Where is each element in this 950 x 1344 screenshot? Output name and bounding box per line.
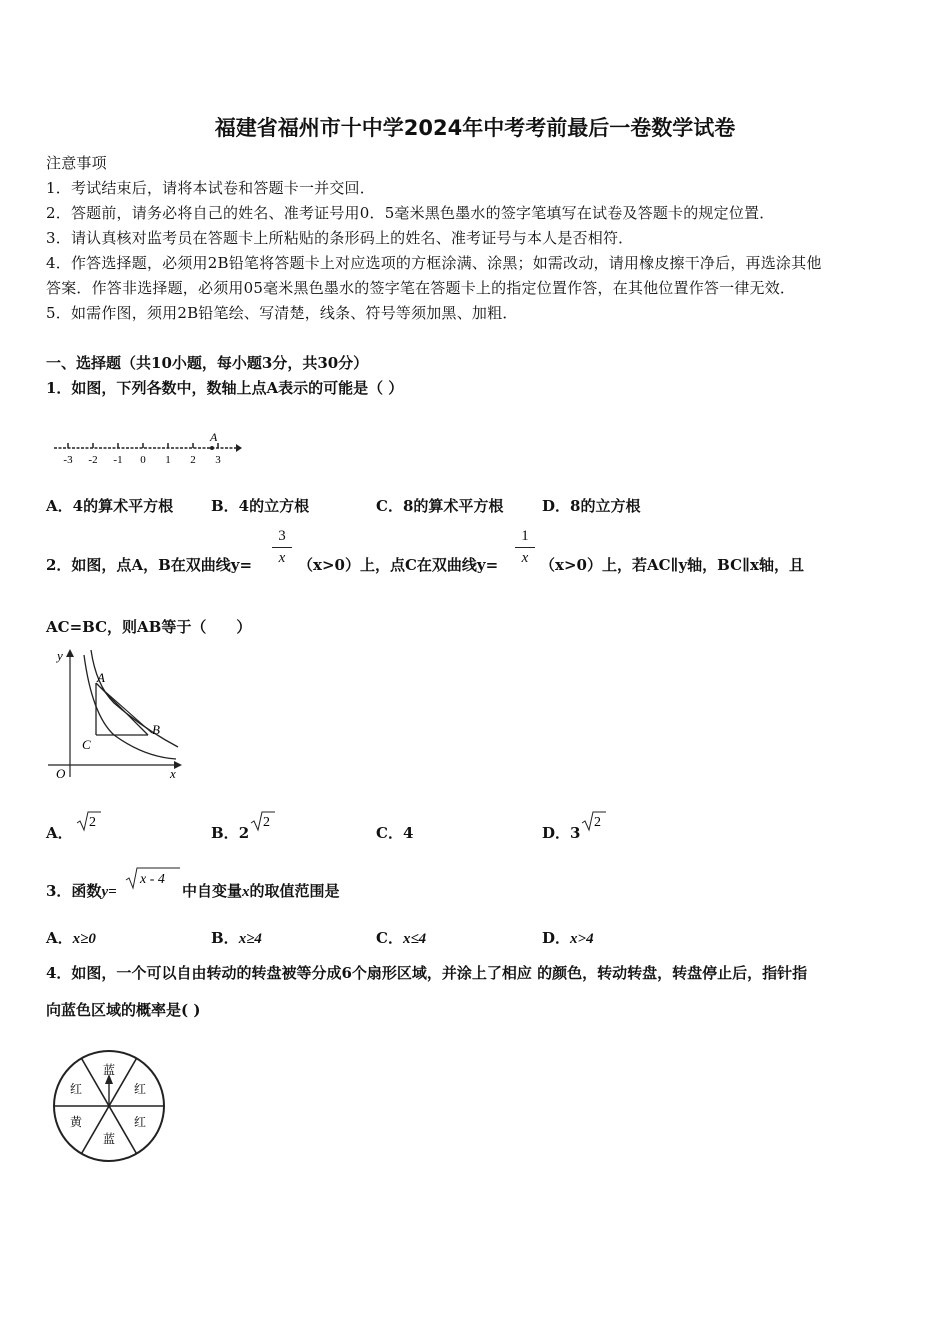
q1-option-c: C．8的算术平方根 (376, 497, 504, 515)
q1-tick-label: 2 (190, 454, 196, 466)
q2-option-d-radicand: 2 (594, 815, 601, 830)
q1-point-label: A (210, 430, 218, 444)
notice-heading: 注意事项 (46, 154, 107, 172)
q2-stem-part1: 2．如图，点A，B在双曲线y= (46, 556, 253, 574)
q2-option-b: B．2 (211, 824, 250, 842)
q4-sector-label: 红 (133, 1082, 147, 1096)
q2-axis-y-label: y (57, 648, 63, 663)
q4-stem-line2: 向蓝色区域的概率是( ) (46, 1001, 201, 1019)
q2-stem-line2: AC=BC，则AB等于（ ） (46, 618, 252, 636)
sqrt-symbol (125, 866, 181, 890)
q2-axis-x-label: x (170, 766, 176, 781)
q3-option-d: D．x>4 (542, 929, 594, 947)
q2-option-c: C．4 (376, 824, 414, 842)
q1-tick-label: 1 (165, 454, 171, 466)
q2-frac1-denominator: x (278, 550, 286, 566)
q4-sector-label: 蓝 (102, 1063, 116, 1077)
q4-spinner-figure (48, 1046, 172, 1166)
notice-item: 2．答题前，请务必将自己的姓名、准考证号用0．5毫米黑色墨水的签字笔填写在试卷及答题卡的规定位置． (46, 204, 775, 222)
notice-item: 答案．作答非选择题，必须用05毫米黑色墨水的签字笔在答题卡上的指定位置作答，在其他位置作答一律无效． (46, 279, 796, 297)
q3-y-eq: y= (101, 884, 117, 900)
q1-tick-label: -3 (63, 454, 73, 466)
q3-stem-tail: 中自变量x的取值范围是 (182, 882, 340, 900)
q1-option-a: A．4的算术平方根 (46, 497, 174, 515)
q3-option-c: C．x≤4 (376, 929, 427, 947)
q2-origin-label: O (56, 766, 66, 781)
q2-point-b-label: B (152, 722, 160, 737)
sqrt-symbol (250, 810, 276, 832)
q3-option-b: B．x≥4 (211, 929, 262, 947)
q2-stem-part2: （x>0）上，点C在双曲线y= (298, 556, 499, 574)
q1-tick-label: 3 (215, 454, 221, 466)
q3-stem: 3．函数y= (46, 882, 117, 900)
q3-radicand: x - 4 (140, 872, 165, 887)
q2-option-a: A． (46, 824, 73, 842)
q2-stem-part3: （x>0）上，若AC∥y轴，BC∥x轴，且 (540, 556, 804, 574)
q1-tick-label: 0 (140, 454, 146, 466)
q2-fraction-1-over-x (515, 528, 535, 567)
q4-sector-label: 红 (69, 1082, 83, 1096)
notice-item: 4．作答选择题，必须用2B铅笔将答题卡上对应选项的方框涂满、涂黑；如需改动，请用橡皮擦干净后，再选涂其他 (46, 254, 822, 272)
q2-frac2-numerator: 1 (521, 528, 529, 544)
q1-stem: 1．如图，下列各数中，数轴上点A表示的可能是（ ） (46, 379, 404, 397)
notice-item: 3．请认真核对监考员在答题卡上所粘贴的条形码上的姓名、准考证号与本人是否相符． (46, 229, 634, 247)
q2-hyperbola-figure (44, 645, 184, 785)
notice-item: 5．如需作图，须用2B铅笔绘、写清楚，线条、符号等须加黑、加粗． (46, 304, 518, 322)
q2-option-b-radicand: 2 (263, 815, 270, 830)
q4-stem-line1: 4．如图，一个可以自由转动的转盘被等分成6个扇形区域，并涂上了相应 的颜色，转动转盘，转盘停止后，指针指 (46, 964, 808, 982)
q2-fraction-3-over-x (272, 528, 292, 567)
q2-option-a-radicand: 2 (89, 815, 96, 830)
exam-title: 福建省福州市十中学2024年中考考前最后一卷数学试卷 (214, 116, 736, 140)
q3-option-a: A．x≥0 (46, 929, 96, 947)
q2-frac1-numerator: 3 (278, 528, 286, 544)
q4-sector-label: 红 (133, 1115, 147, 1129)
q2-point-c-label: C (82, 737, 91, 752)
q4-sector-label: 蓝 (102, 1132, 116, 1146)
q1-tick-label: -1 (113, 454, 123, 466)
q1-number-line (52, 425, 242, 470)
notice-item: 1．考试结束后，请将本试卷和答题卡一并交回． (46, 179, 375, 197)
q4-sector-label: 黄 (69, 1115, 83, 1129)
sqrt-symbol (76, 810, 102, 832)
section-heading: 一、选择题（共10小题，每小题3分，共30分） (46, 354, 369, 372)
q2-point-a-label: A (97, 670, 105, 685)
q1-tick-label: -2 (88, 454, 98, 466)
sqrt-symbol (581, 810, 607, 832)
q1-option-d: D．8的立方根 (542, 497, 641, 515)
q1-option-b: B．4的立方根 (211, 497, 310, 515)
q2-option-d: D．3 (542, 824, 581, 842)
q2-frac2-denominator: x (521, 550, 529, 566)
